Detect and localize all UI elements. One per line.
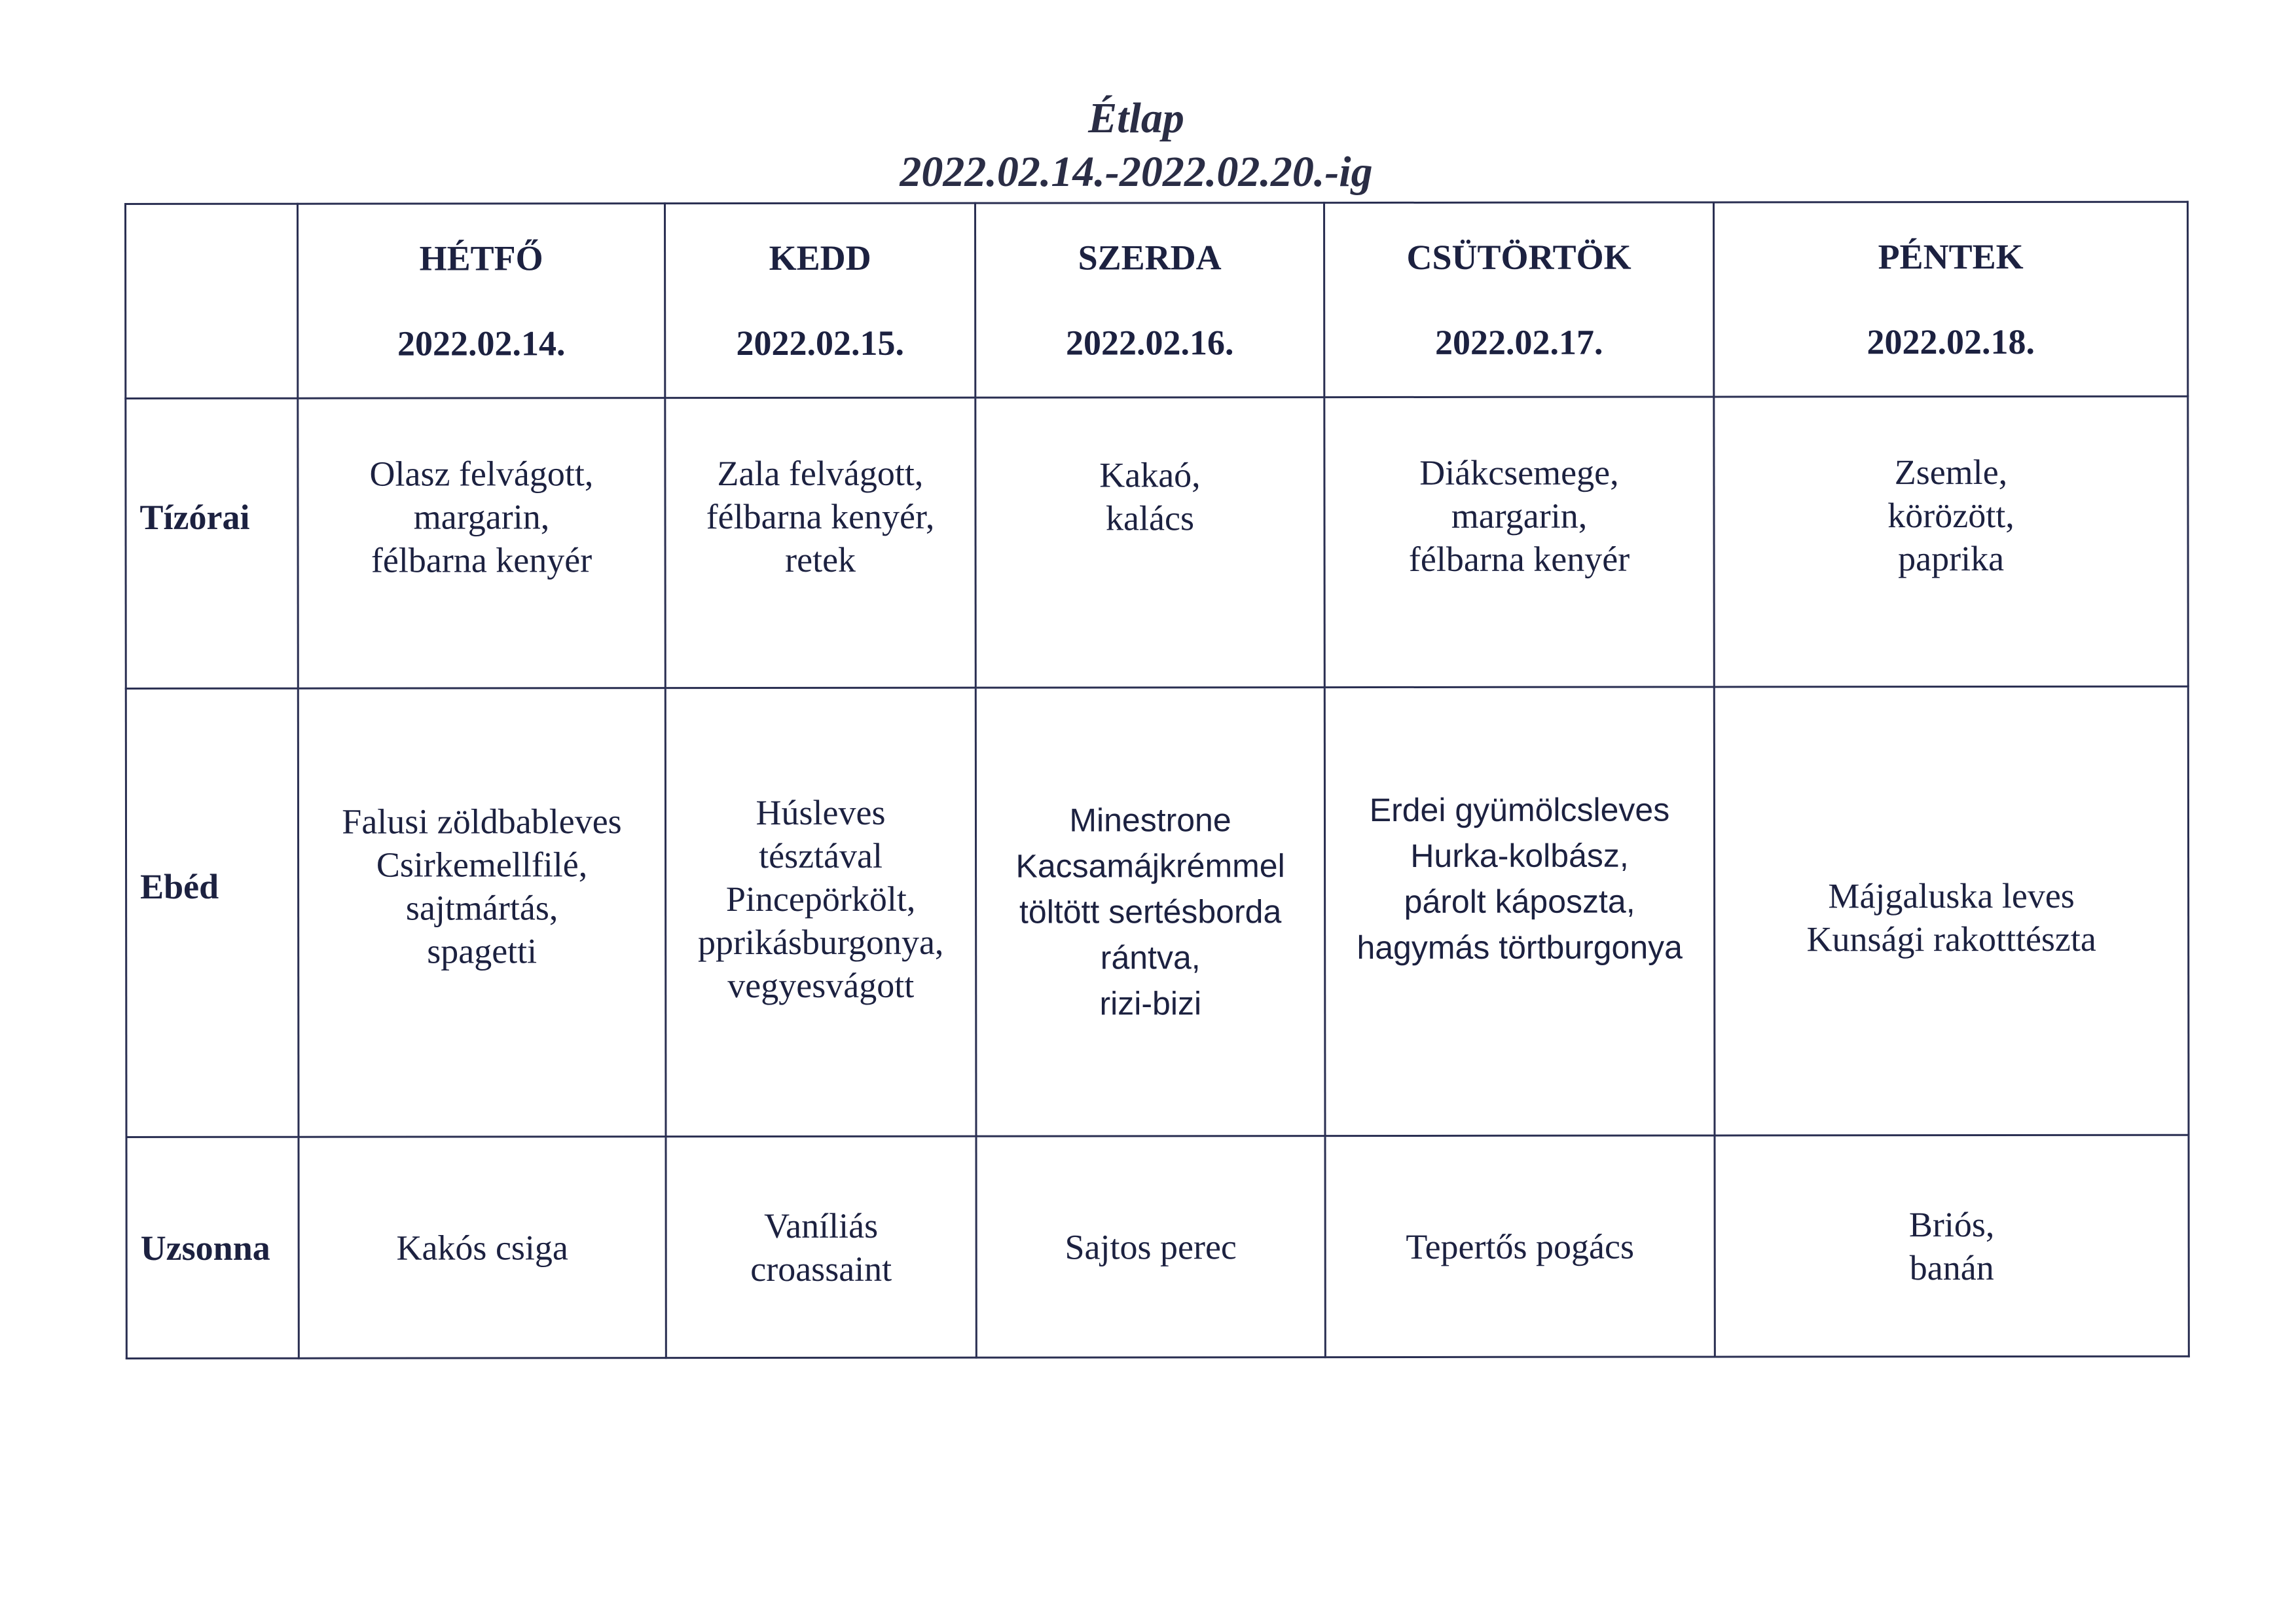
- menu-item: Kacsamájkrémmel: [1015, 847, 1285, 885]
- menu-item: sajtmártás,: [405, 888, 558, 928]
- menu-item: hagymás törtburgonya: [1357, 929, 1683, 967]
- menu-cell: [1324, 687, 1715, 1136]
- day-name: PÉNTEK: [1878, 236, 2024, 277]
- menu-item: kalács: [1106, 498, 1194, 538]
- menu-item: töltött sertésborda: [1019, 893, 1282, 931]
- day-date: 2022.02.17.: [1434, 322, 1603, 362]
- day-header-thursday: [1324, 202, 1714, 397]
- day-date: 2022.02.15.: [736, 323, 905, 363]
- meal-row-tizorai: [126, 396, 2188, 688]
- document-title: Étlap: [1088, 94, 1184, 142]
- menu-item: rizi-bizi: [1099, 985, 1202, 1022]
- meal-label: [126, 1137, 299, 1358]
- corner-cell: [126, 204, 298, 398]
- day-date: 2022.02.14.: [397, 323, 566, 363]
- day-name: CSÜTÖRTÖK: [1406, 237, 1631, 277]
- menu-item: Kunsági rakotttészta: [1806, 919, 2096, 959]
- menu-item: tésztával: [759, 836, 883, 876]
- menu-item: félbarna kenyér: [1408, 539, 1630, 579]
- meal-label-text: Uzsonna: [140, 1228, 270, 1268]
- menu-item: banán: [1909, 1247, 1994, 1287]
- menu-item: Pincepörkölt,: [725, 879, 916, 919]
- menu-item: rántva,: [1100, 939, 1201, 976]
- menu-item: Olasz felvágott,: [369, 454, 594, 494]
- menu-item: Erdei gyümölcsleves: [1369, 791, 1670, 829]
- menu-item: Májgaluska leves: [1828, 876, 2075, 916]
- meal-label: [126, 398, 298, 688]
- day-date: 2022.02.16.: [1065, 323, 1234, 363]
- menu-item: Minestrone: [1069, 802, 1231, 839]
- menu-item: Falusi zöldbableves: [342, 802, 622, 841]
- meal-label-text: Tízórai: [139, 497, 250, 537]
- menu-cell: [298, 688, 666, 1137]
- menu-cell: [976, 1136, 1325, 1358]
- day-name: KEDD: [769, 238, 871, 278]
- menu-cell: [665, 688, 976, 1136]
- menu-item: párolt káposzta,: [1404, 883, 1635, 920]
- menu-item: Csirkemellfilé,: [376, 845, 588, 885]
- menu-cell: [1715, 1135, 2189, 1357]
- menu-cell: [1324, 397, 1714, 688]
- menu-cell: [1714, 396, 2188, 687]
- header-row: [126, 202, 2188, 398]
- menu-item: retek: [785, 540, 856, 580]
- menu-cell: [298, 398, 665, 689]
- day-header-wednesday: [975, 203, 1324, 398]
- menu-item: Húsleves: [756, 792, 886, 832]
- menu-cell: [299, 1137, 666, 1359]
- menu-item: spagetti: [427, 931, 538, 971]
- menu-item: paprika: [1898, 538, 2005, 579]
- menu-item: Vaníliás: [764, 1206, 879, 1246]
- menu-item: Kakaó,: [1099, 455, 1201, 495]
- meal-row-uzsonna: [126, 1135, 2189, 1358]
- menu-item: pprikásburgonya,: [697, 922, 944, 963]
- menu-item: croassaint: [750, 1249, 892, 1289]
- menu-item: Hurka-kolbász,: [1410, 837, 1629, 874]
- menu-item: margarin,: [413, 497, 550, 537]
- menu-item: Diákcsemege,: [1419, 452, 1619, 492]
- menu-item: Briós,: [1908, 1204, 1995, 1244]
- menu-item: vegyesvágott: [727, 965, 915, 1006]
- day-header-friday: [1714, 202, 2188, 397]
- date-range: 2022.02.14.-2022.02.20.-ig: [900, 148, 1373, 196]
- menu-item: Sajtos perec: [1065, 1227, 1237, 1266]
- day-name: HÉTFŐ: [419, 238, 543, 278]
- menu-item: Zala felvágott,: [717, 453, 924, 494]
- menu-item: félbarna kenyér: [371, 540, 592, 580]
- menu-item: Kakós csiga: [396, 1227, 568, 1268]
- menu-item: Tepertős pogács: [1406, 1227, 1634, 1266]
- meal-row-ebed: [126, 686, 2189, 1137]
- document-header: [0, 92, 2296, 199]
- menu-cell: [975, 688, 1325, 1137]
- day-date: 2022.02.18.: [1867, 322, 2035, 362]
- menu-cell: [666, 1136, 976, 1357]
- menu-item: félbarna kenyér,: [706, 496, 935, 537]
- menu-cell: [1714, 686, 2189, 1135]
- menu-item: körözött,: [1887, 495, 2014, 536]
- menu-cell: [665, 397, 975, 688]
- day-header-monday: [298, 204, 665, 399]
- menu-cell: [1325, 1135, 1715, 1357]
- menu-item: Zsemle,: [1894, 452, 2008, 492]
- day-name: SZERDA: [1078, 238, 1222, 278]
- menu-cell: [975, 397, 1324, 688]
- menu-table: [124, 201, 2190, 1359]
- menu-item: margarin,: [1451, 496, 1588, 536]
- meal-label-text: Ebéd: [140, 866, 219, 906]
- meal-label: [126, 688, 299, 1137]
- day-header-tuesday: [665, 203, 975, 397]
